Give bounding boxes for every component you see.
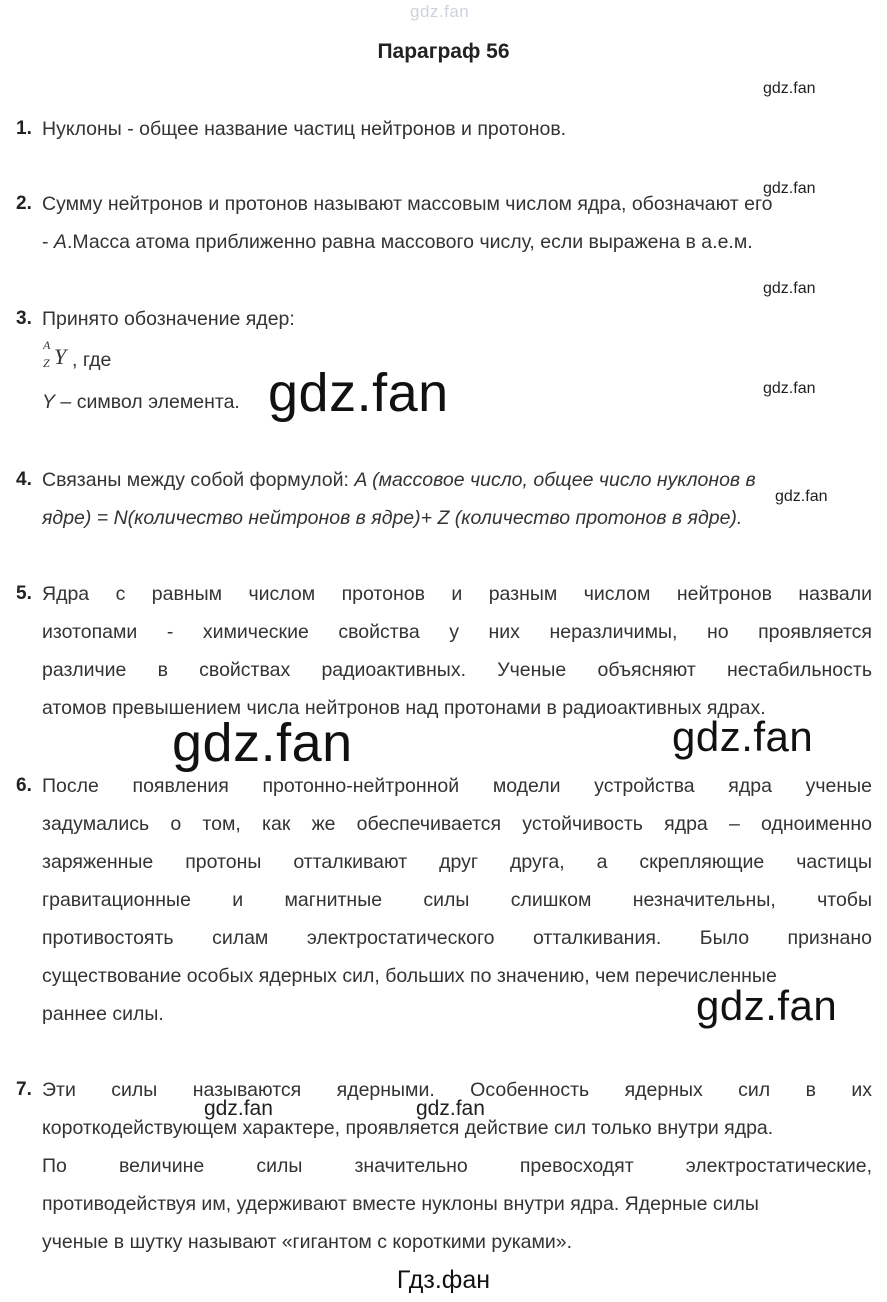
item-text: существование особых ядерных сил, больших по значению, чем перечисленные: [42, 965, 777, 987]
item-text: противодействуя им, удерживают вместе нуклоны внутри ядра. Ядерные силы: [42, 1193, 759, 1215]
watermark: gdz.fan: [416, 1097, 485, 1120]
item-number: 2.: [16, 193, 32, 214]
item-number: 1.: [16, 118, 32, 139]
item-text: гравитационные и магнитные силы слишком незначительны, чтобы: [42, 889, 872, 911]
text-fragment: .Масса атома приближенно равна массового числу, если выражена в а.е.м.: [66, 231, 753, 253]
item-text: Сумму нейтронов и протонов называют массовым числом ядра, обозначают его: [42, 193, 773, 215]
nuclide-notation: [42, 338, 72, 370]
item-text: Нуклоны - общее название частиц нейтронов и протонов.: [42, 118, 567, 140]
item-text: короткодействующем характере, проявляется действие сил только внутри ядра.: [42, 1117, 774, 1139]
mass-number: A: [43, 338, 51, 352]
symbol-a: A: [53, 231, 67, 253]
watermark: gdz.fan: [204, 1097, 273, 1120]
watermark-bottom: Гдз.фан: [396, 1266, 491, 1294]
item-text: заряженные протоны отталкивают друг друга, а скрепляющие частицы: [42, 851, 872, 873]
item-text: Эти силы называются ядерными. Особенность ядерных сил в их: [42, 1079, 872, 1101]
text-fragment: A (массовое число, общее число нуклонов в: [354, 469, 756, 491]
text-fragment: – символ элемента.: [55, 391, 240, 413]
item-text: Ядра с равным числом протонов и разным числом нейтронов назвали: [42, 583, 872, 605]
watermark-top: gdz.fan: [410, 2, 470, 21]
item-text: раннее силы.: [42, 1003, 164, 1025]
item-number: 5.: [16, 583, 32, 604]
item-text: противостоять силам электростатического отталкивания. Было признано: [42, 927, 872, 949]
watermark-large: gdz.fan: [696, 982, 838, 1029]
text-fragment: -: [42, 231, 54, 253]
element-symbol: Y: [54, 344, 67, 369]
item-number: 4.: [16, 469, 32, 490]
nuclide-formula: [42, 338, 112, 372]
item-text: изотопами - химические свойства у них неразличимы, но проявляется: [42, 621, 872, 643]
symbol-y: Y: [42, 391, 56, 413]
watermark-large: gdz.fan: [172, 713, 353, 773]
watermark: gdz.fan: [763, 380, 816, 397]
item-text: атомов превышением числа нейтронов над протонами в радиоактивных ядрах.: [42, 697, 766, 719]
item-text: [42, 469, 872, 492]
item-text: ученые в шутку называют «гигантом с короткими руками».: [42, 1231, 573, 1253]
watermark: gdz.fan: [763, 280, 816, 297]
atomic-number: Z: [43, 356, 50, 370]
watermark-large: gdz.fan: [268, 363, 449, 423]
item-text: задумались о том, как же обеспечивается устойчивость ядра – одноименно: [42, 813, 872, 835]
item-number: 7.: [16, 1079, 32, 1100]
item-text: [42, 391, 872, 414]
item-text: После появления протонно-нейтронной модели устройства ядра ученые: [42, 775, 872, 797]
text-fragment: Связаны между собой формулой:: [42, 469, 355, 491]
item-text: ядре) = N(количество нейтронов в ядре)+ Z (количество протонов в ядре).: [42, 507, 743, 529]
item-number: 3.: [16, 308, 32, 329]
item-text: По величине силы значительно превосходят электростатические,: [42, 1155, 872, 1177]
item-number: 6.: [16, 775, 32, 796]
watermark-large: gdz.fan: [672, 713, 814, 760]
watermark: gdz.fan: [763, 180, 816, 197]
item-text: [42, 231, 872, 254]
item-text: различие в свойствах радиоактивных. Ученые объясняют нестабильность: [42, 659, 872, 681]
watermark: gdz.fan: [763, 80, 816, 97]
item-text: Принято обозначение ядер:: [42, 308, 295, 330]
text-fragment: , где: [72, 349, 112, 371]
page-title: Параграф 56: [377, 40, 510, 63]
watermark: gdz.fan: [775, 488, 828, 505]
